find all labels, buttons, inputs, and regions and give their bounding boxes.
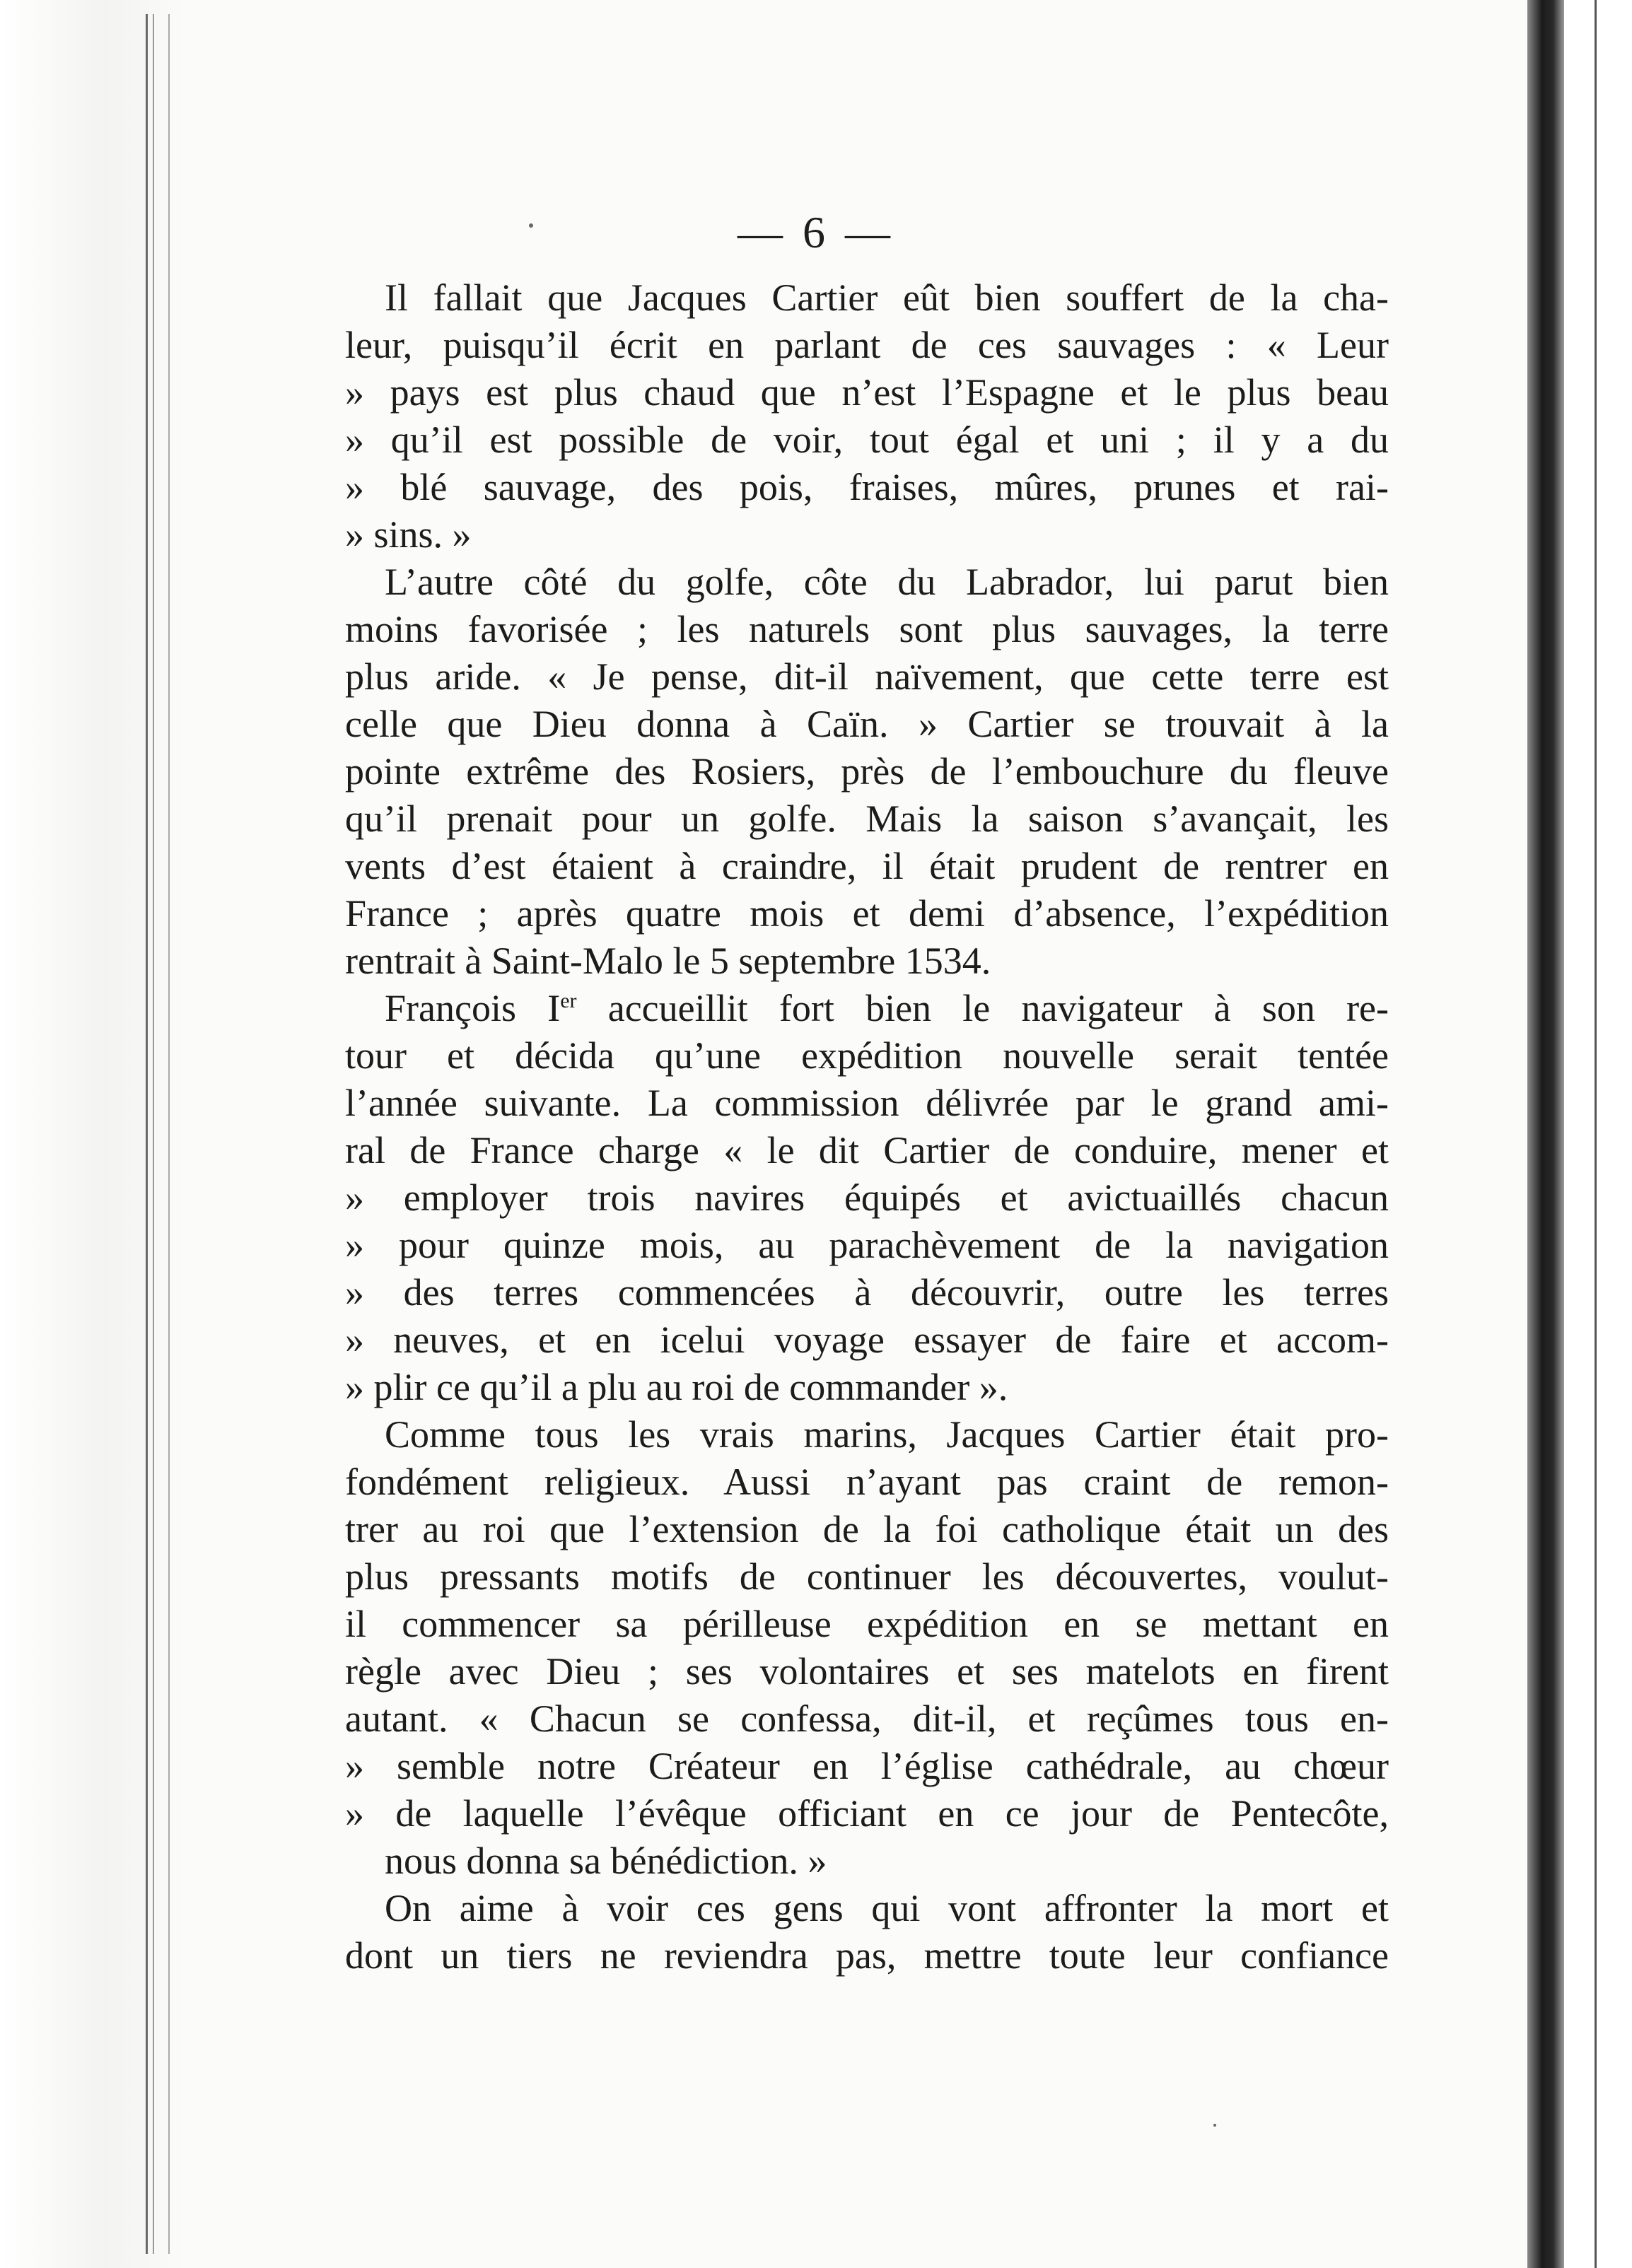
text-line: règle avec Dieu ; ses volontaires et ses matelots en firent: [345, 1650, 1389, 1693]
francois-ordinal: er: [560, 989, 577, 1012]
text-line: moins favorisée ; les naturels sont plus sauvages, la terre: [345, 608, 1389, 650]
text-line: » de laquelle l’évêque officiant en ce jour de Pentecôte,: [345, 1792, 1389, 1835]
text-line: » sins. »: [345, 513, 472, 556]
text-line: » semble notre Créateur en l’église cathédrale, au chœur: [345, 1745, 1389, 1787]
text-line: dont un tiers ne reviendra pas, mettre toute leur confiance: [345, 1934, 1389, 1977]
text-line: tour et décida qu’une expédition nouvelle serait tentée: [345, 1034, 1389, 1077]
speck: [1213, 2124, 1216, 2127]
text-line-francois: [345, 985, 1389, 1032]
text-line: L’autre côté du golfe, côte du Labrador, lui parut bien: [385, 561, 1389, 603]
text-line: nous donna sa bénédiction. »: [385, 1840, 827, 1882]
text-line: pointe extrême des Rosiers, près de l’embouchure du fleuve: [345, 750, 1389, 793]
binding-margin: [0, 0, 184, 2268]
text-line: plus aride. « Je pense, dit-il naïvement, que cette terre est: [345, 655, 1389, 698]
text-line: » pour quinze mois, au parachèvement de la navigation: [345, 1224, 1389, 1266]
page-edge-line: [1595, 0, 1597, 2268]
text-line: fondément religieux. Aussi n’ayant pas craint de remon-: [345, 1461, 1389, 1503]
binding-line: [146, 14, 148, 2254]
text-line: leur, puisqu’il écrit en parlant de ces sauvages : « Leur: [345, 324, 1389, 366]
text-line: » blé sauvage, des pois, fraises, mûres, prunes et rai-: [345, 466, 1389, 508]
text-line: Comme tous les vrais marins, Jacques Cartier était pro-: [385, 1413, 1389, 1456]
text-line: qu’il prenait pour un golfe. Mais la saison s’avançait, les: [345, 797, 1389, 840]
text-line: On aime à voir ces gens qui vont affronter la mort et: [385, 1887, 1389, 1929]
text-line: » pays est plus chaud que n’est l’Espagne et le plus beau: [345, 371, 1389, 414]
page-edge-shadow: [1527, 0, 1564, 2268]
text-line: » neuves, et en icelui voyage essayer de faire et accom-: [345, 1319, 1389, 1361]
text-line: autant. « Chacun se confessa, dit-il, et reçûmes tous en-: [345, 1697, 1389, 1740]
francois-name: François I: [385, 987, 561, 1029]
text-line: » qu’il est possible de voir, tout égal et uni ; il y a du: [345, 419, 1389, 461]
text-line: il commencer sa périlleuse expédition en se mettant en: [345, 1603, 1389, 1645]
text-line: celle que Dieu donna à Caïn. » Cartier se trouvait à la: [345, 703, 1389, 745]
text-line: accueillit fort bien le navigateur à son re-: [607, 987, 1389, 1029]
text-line: » plir ce qu’il a plu au roi de commander ».: [345, 1366, 1008, 1408]
text-line: vents d’est étaient à craindre, il était prudent de rentrer en: [345, 845, 1389, 887]
text-line: rentrait à Saint-Malo le 5 septembre 1534.: [345, 940, 991, 982]
body-text: [345, 274, 1389, 1980]
text-line: France ; après quatre mois et demi d’absence, l’expédition: [345, 892, 1389, 935]
text-line: » employer trois navires équipés et avictuaillés chacun: [345, 1176, 1389, 1219]
binding-line: [168, 14, 170, 2254]
text-line: ral de France charge « le dit Cartier de conduire, mener et: [345, 1129, 1389, 1171]
text-line: l’année suivante. La commission délivrée par le grand ami-: [345, 1082, 1389, 1124]
text-line: Il fallait que Jacques Cartier eût bien souffert de la cha-: [385, 276, 1389, 319]
binding-line: [153, 14, 154, 2254]
text-line: trer au roi que l’extension de la foi catholique était un des: [345, 1508, 1389, 1550]
page-edge-white: [1564, 0, 1632, 2268]
text-line: plus pressants motifs de continuer les découvertes, voulut-: [345, 1555, 1389, 1598]
page-number: — 6 —: [738, 207, 894, 257]
text-line: » des terres commencées à découvrir, outre les terres: [345, 1271, 1389, 1314]
